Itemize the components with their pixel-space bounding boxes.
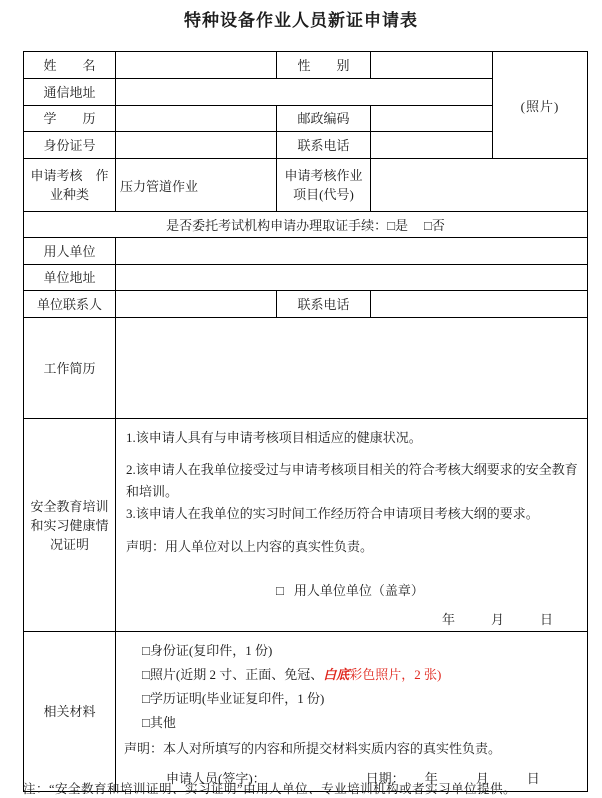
page-title: 特种设备作业人员新证申请表: [184, 11, 418, 30]
address-label: 通信地址: [24, 79, 116, 106]
work-history-input-cell[interactable]: [116, 318, 588, 419]
entrust-cell: [24, 212, 588, 238]
safety-declaration: 声明：用人单位对以上内容的真实性负责。: [126, 539, 374, 554]
application-table: [23, 51, 588, 792]
material-checkbox-other[interactable]: □: [142, 715, 150, 730]
row-work-history: [24, 318, 588, 419]
material-item-other-label: 其他: [149, 715, 176, 730]
safety-item-3: 3.该申请人在我单位的实习时间工作经历符合申请项目考核大纲的要求。: [126, 506, 539, 521]
job-type-value-cell[interactable]: 压力管道作业: [116, 159, 277, 212]
row-employer-contact: [24, 291, 588, 318]
row-safety-section: [24, 419, 588, 632]
address-input-cell[interactable]: [116, 79, 493, 106]
name-label: 姓 名: [24, 52, 116, 79]
safety-item-2: 2.该申请人在我单位接受过与申请考核项目相关的符合考核大纲要求的安全教育和培训。: [126, 462, 578, 499]
material-item-photo-highlight: 白底: [323, 667, 350, 682]
safety-month-label: 月: [490, 612, 504, 627]
work-history-label: 工作简历: [24, 318, 116, 419]
id-number-label: 身份证号: [24, 132, 116, 159]
material-checkbox-id-card[interactable]: □: [142, 643, 150, 658]
material-item-education: [142, 687, 579, 711]
materials-content-cell: [116, 632, 588, 792]
row-job-type: [24, 159, 588, 212]
gender-label: 性 别: [277, 52, 371, 79]
safety-date-line: [126, 609, 581, 631]
safety-day-label: 日: [539, 612, 553, 627]
postal-code-label: 邮政编码: [277, 106, 371, 132]
sign-year-label: 年: [424, 771, 438, 786]
phone-label: 联系电话: [277, 132, 371, 159]
safety-section-label: 安全教育培训和实习健康情况证明: [24, 419, 116, 632]
education-input-cell[interactable]: [116, 106, 277, 132]
gender-input-cell[interactable]: [371, 52, 493, 79]
employer-input-cell[interactable]: [116, 238, 588, 265]
employer-contact-input-cell[interactable]: [116, 291, 277, 318]
employer-label: 用人单位: [24, 238, 116, 265]
education-label: 学 历: [24, 106, 116, 132]
material-item-id-card-label: 身份证(复印件，1 份): [149, 643, 273, 658]
row-employer: [24, 238, 588, 265]
footer-note: 注：“安全教育和培训证明、实习证明”由用人单位、专业培训机构或者实习单位提供。: [23, 782, 517, 796]
material-item-photo: [142, 663, 579, 687]
row-materials: [24, 632, 588, 792]
material-item-photo-label: 照片(近期 2 寸、正面、免冠、: [149, 667, 324, 682]
row-employer-address: [24, 265, 588, 291]
photo-cell[interactable]: (照片): [493, 52, 588, 159]
employer-address-label: 单位地址: [24, 265, 116, 291]
material-item-id-card: [142, 639, 579, 663]
id-number-input-cell[interactable]: [116, 132, 277, 159]
date-label: 日期：: [365, 771, 405, 786]
safety-item-1: 1.该申请人具有与申请考核项目相适应的健康状况。: [126, 430, 422, 445]
row-name-gender: [24, 52, 588, 79]
job-type-label: 申请考核 作业种类: [24, 159, 116, 212]
employer-stamp-checkbox[interactable]: □: [276, 583, 284, 598]
sign-day-label: 日: [526, 771, 540, 786]
material-checkbox-education[interactable]: □: [142, 691, 150, 706]
materials-declaration: 声明：本人对所填写的内容和所提交材料实质内容的真实性负责。: [124, 741, 502, 756]
job-project-label: 申请考核作业项目(代号): [277, 159, 371, 212]
safety-content-cell: [116, 419, 588, 632]
name-input-cell[interactable]: [116, 52, 277, 79]
material-item-other: [142, 711, 579, 735]
entrust-yes-checkbox[interactable]: □是: [387, 218, 408, 233]
material-item-photo-red-text: 彩色照片，2 张): [349, 667, 442, 682]
postal-code-input-cell[interactable]: [371, 106, 493, 132]
sign-month-label: 月: [475, 771, 489, 786]
safety-year-label: 年: [441, 612, 455, 627]
employer-stamp-line: [276, 580, 581, 602]
employer-phone-input-cell[interactable]: [371, 291, 588, 318]
employer-stamp-label: 用人单位单位（盖章）: [293, 583, 424, 598]
phone-input-cell[interactable]: [371, 132, 493, 159]
applicant-sign-label: 申请人员(签字)：: [166, 771, 266, 786]
materials-label: 相关材料: [24, 632, 116, 792]
employer-contact-label: 单位联系人: [24, 291, 116, 318]
employer-phone-label: 联系电话: [277, 291, 371, 318]
job-project-input-cell[interactable]: [371, 159, 588, 212]
entrust-no-checkbox[interactable]: □否: [424, 218, 445, 233]
material-item-education-label: 学历证明(毕业证复印件，1 份): [149, 691, 325, 706]
employer-address-input-cell[interactable]: [116, 265, 588, 291]
row-entrust: [24, 212, 588, 238]
entrust-question: 是否委托考试机构申请办理取证手续：: [166, 218, 388, 233]
material-checkbox-photo[interactable]: □: [142, 667, 150, 682]
